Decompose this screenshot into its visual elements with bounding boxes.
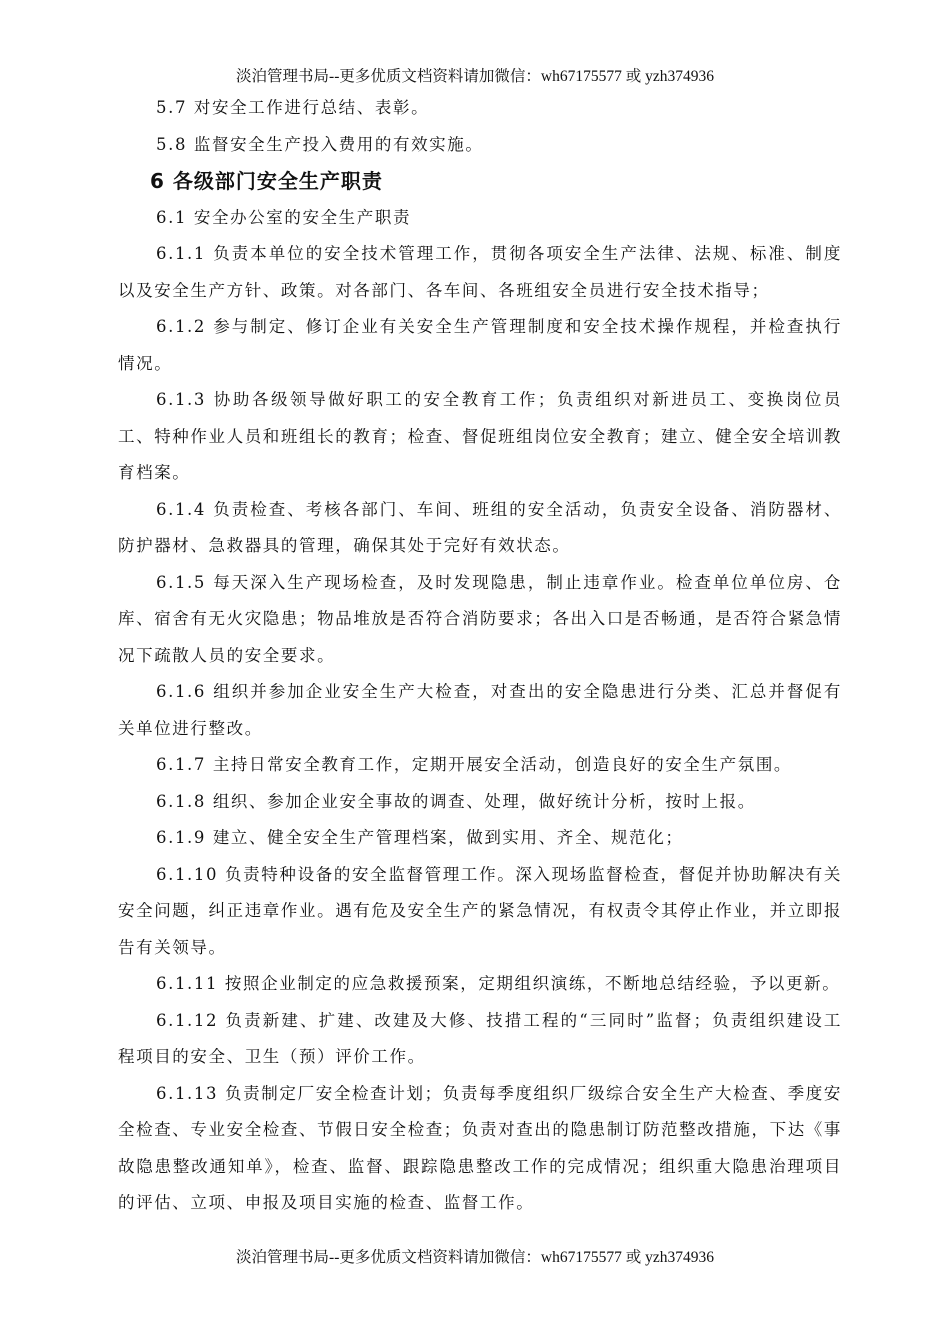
document-body bbox=[118, 90, 842, 1222]
item-6-1-2: 6.1.2 参与制定、修订企业有关安全生产管理制度和安全技术操作规程，并检查执行情况。 bbox=[118, 317, 842, 373]
item-6-1-8: 6.1.8 组织、参加企业安全事故的调查、处理，做好统计分析，按时上报。 bbox=[156, 791, 756, 811]
section-6-heading: 6 各级部门安全生产职责 bbox=[150, 169, 383, 193]
item-5-7: 5.7 对安全工作进行总结、表彰。 bbox=[156, 98, 430, 117]
item-6-1-9: 6.1.9 建立、健全安全生产管理档案，做到实用、齐全、规范化； bbox=[156, 828, 684, 847]
item-6-1-4: 6.1.4 负责检查、考核各部门、车间、班组的安全活动，负责安全设备、消防器材、防护器材、急救器具的管理，确保其处于完好有效状态。 bbox=[118, 499, 842, 555]
item-5-8: 5.8 监督安全生产投入费用的有效实施。 bbox=[156, 134, 484, 154]
item-6-1-3: 6.1.3 协助各级领导做好职工的安全教育工作；负责组织对新进员工、变换岗位员工、特种作业人员和班组长的教育；检查、督促班组岗位安全教育；建立、健全安全培训教育档案。 bbox=[118, 390, 842, 482]
item-6-1-6: 6.1.6 组织并参加企业安全生产大检查，对查出的安全隐患进行分类、汇总并督促有关单位进行整改。 bbox=[118, 682, 842, 738]
item-6-1-10: 6.1.10 负责特种设备的安全监督管理工作。深入现场监督检查，督促并协助解决有关安全问题，纠正违章作业。遇有危及安全生产的紧急情况，有权责令其停止作业，并立即报告有关领导。 bbox=[118, 864, 842, 957]
item-6-1-5: 6.1.5 每天深入生产现场检查，及时发现隐患，制止违章作业。检查单位单位房、仓库、宿舍有无火灾隐患；物品堆放是否符合消防要求；各出入口是否畅通，是否符合紧急情况下疏散人员的安全要求。 bbox=[118, 572, 842, 665]
item-6-1-1: 6.1.1 负责本单位的安全技术管理工作，贯彻各项安全生产法律、法规、标准、制度以及安全生产方针、政策。对各部门、各车间、各班组安全员进行安全技术指导； bbox=[118, 244, 842, 300]
item-6-1-13: 6.1.13 负责制定厂安全检查计划；负责每季度组织厂级综合安全生产大检查、季度安全检查、专业安全检查、节假日安全检查；负责对查出的隐患制订防范整改措施，下达《事故隐患整改通知单》，检查、监督、跟踪隐患整改工作的完成情况；组织重大隐患治理项目的评估、立项、申报及项目实施的检查、监督工作。 bbox=[118, 1083, 842, 1212]
item-6-1-12: 6.1.12 负责新建、扩建、改建及大修、技措工程的“三同时”监督；负责组织建设工程项目的安全、卫生（预）评价工作。 bbox=[118, 1010, 842, 1066]
item-6-1-11: 6.1.11 按照企业制定的应急救援预案，定期组织演练，不断地总结经验，予以更新。 bbox=[156, 974, 841, 993]
page-header: 淡泊管理书局--更多优质文档资料请加微信：wh67175577 或 yzh374936 bbox=[236, 68, 714, 85]
subsection-6-1-heading: 6.1 安全办公室的安全生产职责 bbox=[156, 207, 412, 227]
item-6-1-7: 6.1.7 主持日常安全教育工作，定期开展安全活动，创造良好的安全生产氛围。 bbox=[156, 755, 793, 774]
page-footer: 淡泊管理书局--更多优质文档资料请加微信：wh67175577 或 yzh374936 bbox=[236, 1249, 714, 1266]
